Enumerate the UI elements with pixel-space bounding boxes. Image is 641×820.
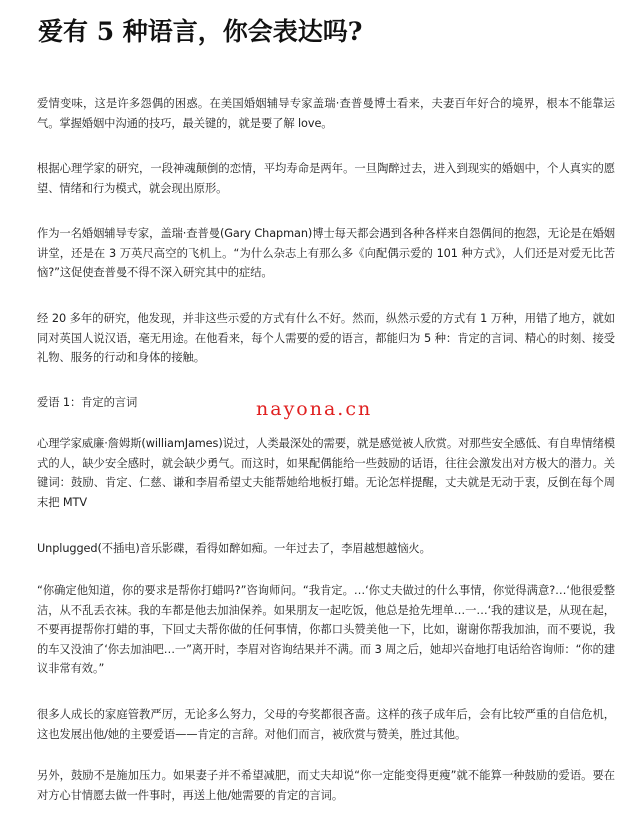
paragraph-william-james: 心理学家威廉·詹姆斯(williamJames)说过，人类最深处的需要，就是感觉被人欣赏。对那些安全感低、有自卑情绪模式的人，缺少安全感时，就会缺少勇气。而这时，如果配偶能给一些鼓励的话语，往往会激发出对方极大的潜力。关键词：鼓励、肯定、仁慈、谦和李眉希望丈夫能帮她给地板打蜡。无论怎样提醒，丈夫就是无动于衷，反倒在每个周末把 MTV bbox=[37, 437, 615, 509]
section-heading-affirmation: 爱语 1：肯定的言词 bbox=[37, 396, 138, 409]
paragraph-five-languages: 经 20 多年的研究，他发现，并非这些示爱的方式有什么不好。然而，纵然示爱的方式有 1 万种，用错了地方，就如同对英国人说汉语，毫无用途。在他看来，每个人需要的爱的语言，都能归为 5 种：肯定的言词、精心的时刻、接受礼物、服务的行动和身体的接触。 bbox=[37, 312, 615, 365]
paragraph-research: 根据心理学家的研究，一段神魂颠倒的恋情，平均寿命是两年。一旦陶醉过去，进入到现实的婚姻中，个人真实的愿望、情绪和行为模式，就会现出原形。 bbox=[37, 162, 615, 195]
paragraph-encouragement: 另外，鼓励不是施加压力。如果妻子并不希望减肥，而丈夫却说“你一定能变得更瘦”就不能算一种鼓励的爱语。要在对方心甘情愿去做一件事时，再送上他/她需要的肯定的言词。 bbox=[37, 769, 615, 802]
paragraph-counselor-dialogue: “你确定他知道，你的要求是帮你打蜡吗?”咨询师问。“我肯定。…‘你丈夫做过的什么事情，你觉得满意?…‘他很爱整洁，从不乱丢衣袜。我的车都是他去加油保养。如果朋友一起吃饭，他总是抢先埋单…一…‘我的建议是，从现在起，不要再提帮你打蜡的事，下回丈夫帮你做的任何事情，你都口头赞美他一下，比如，谢谢你帮我加油，而不要说，我的车又没油了‘你去加油吧…一”离开时，李眉对咨询结果并不满。而 3 周之后，她却兴奋地打电话给咨询师：“你的建议非常有效。” bbox=[37, 584, 615, 676]
paragraph-strict-family: 很多人成长的家庭管教严厉，无论多么努力，父母的夸奖都很吝啬。这样的孩子成年后，会有比较严重的自信危机，这也发展出他/她的主要爱语——肯定的言辞。对他们而言，被欣赏与赞美，胜过其他。 bbox=[37, 708, 615, 741]
paragraph-unplugged: Unplugged(不插电)音乐影碟，看得如醉如痴。一年过去了，李眉越想越恼火。 bbox=[37, 542, 431, 555]
article-title: 爱有 5 种语言，你会表达吗? bbox=[38, 17, 363, 46]
paragraph-intro: 爱情变味，这是许多怨偶的困惑。在美国婚姻辅导专家盖瑞·查普曼博士看来，夫妻百年好合的境界，根本不能靠运气。掌握婚姻中沟通的技巧，最关键的，就是要了解 love。 bbox=[37, 97, 615, 130]
watermark: nayona.cn bbox=[256, 398, 373, 420]
paragraph-chapman: 作为一名婚姻辅导专家，盖瑞·查普曼(Gary Chapman)博士每天都会遇到各种各样来自怨偶间的抱怨，无论是在婚姻讲堂，还是在 3 万英尺高空的飞机上。“为什么杂志上有那么多《向配偶示爱的 101 种方式》，人们还是对爱无比苦恼?”这促使查普曼不得不深入研究其中的症结。 bbox=[37, 227, 615, 280]
